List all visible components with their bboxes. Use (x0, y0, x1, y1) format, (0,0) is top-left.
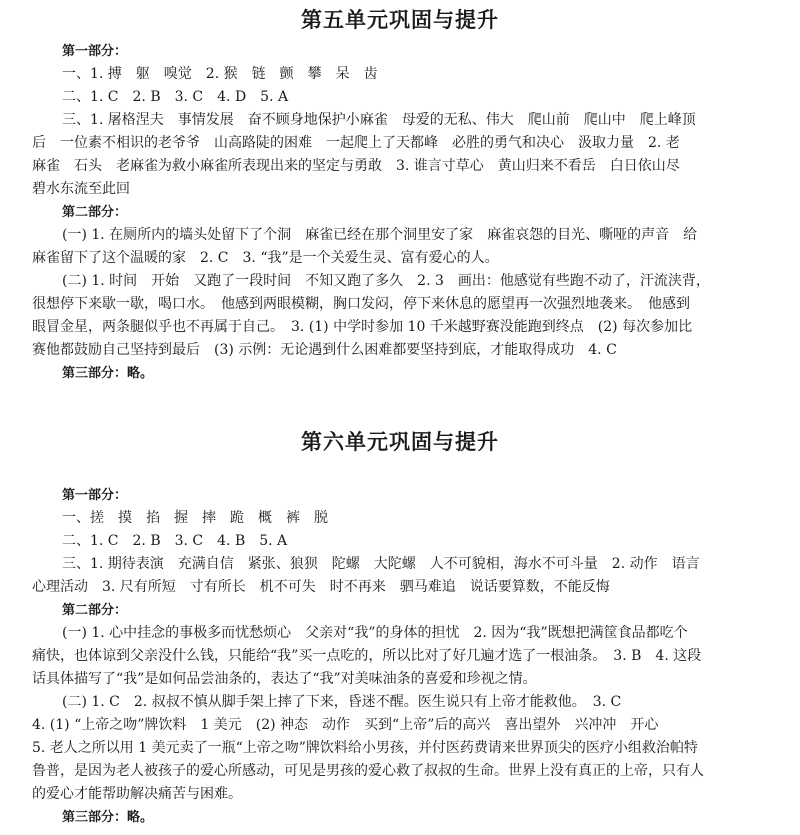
unit6-line: 的爱心才能帮助解决痛苦与困难。 (32, 786, 242, 802)
unit6-line: 话具体描写了“我”是如何品尝油条的，表达了“我”对美味油条的喜爱和珍视之情。 (32, 671, 537, 687)
unit5-line: 一、1. 搏 躯 嗅觉 2. 猴 链 颤 攀 呆 齿 (62, 66, 378, 82)
unit5-part1-heading: 第一部分： (62, 44, 128, 59)
unit5-line: 二、1. C 2. B 3. C 4. D 5. A (62, 89, 289, 105)
unit6-line: 心理活动 3. 尺有所短 寸有所长 机不可失 时不再来 驷马难追 说话要算数，不能反悔 (32, 579, 610, 595)
unit5-line: 麻雀 石头 老麻雀为救小麻雀所表现出来的坚定与勇敢 3. 谁言寸草心 黄山归来不看岳 白日依山尽 (32, 158, 680, 174)
unit6-part1-heading: 第一部分： (62, 488, 128, 503)
unit6-answers (32, 484, 762, 829)
unit5-line: 三、1. 屠格涅夫 事情发展 奋不顾身地保护小麻雀 母爱的无私、伟大 爬山前 爬山中 爬上峰顶 (62, 112, 696, 128)
unit5-line: 赛他都鼓励自己坚持到最后 (3) 示例：无论遇到什么困难都要坚持到底，才能取得成功 4. C (32, 342, 617, 358)
unit6-line: (二) 1. C 2. 叔叔不慎从脚手架上摔了下来，昏迷不醒。医生说只有上帝才能救他。 3. C (62, 694, 622, 710)
unit6-part2-heading: 第二部分： (62, 603, 128, 618)
unit6-line: 4. (1) “上帝之吻”牌饮料 1 美元 (2) 神态 动作 买到“上帝”后的高兴 喜出望外 兴冲冲 开心 (32, 717, 659, 733)
unit6-line: 5. 老人之所以用 1 美元卖了一瓶“上帝之吻”牌饮料给小男孩，并付医药费请来世界顶尖的医疗小组救治帕特 (32, 740, 698, 756)
unit6-line: 鲁普，是因为老人被孩子的爱心所感动，可见是男孩的爱心救了叔叔的生命。世界上没有真正的上帝，只有人 (32, 763, 704, 779)
unit6-part3-heading: 第三部分：略。 (62, 810, 154, 825)
unit5-line: 碧水东流至此回 (32, 181, 130, 197)
unit6-line: 二、1. C 2. B 3. C 4. B 5. A (62, 533, 288, 549)
unit5-answers (32, 40, 762, 385)
unit6-line: 痛快，也体谅到父亲没什么钱，只能给“我”买一点吃的，所以比对了好几遍才选了一根油条。 3. B 4. 这段 (32, 648, 702, 664)
unit5-line: 眼冒金星，两条腿似乎也不再属于自己。 3. (1) 中学时参加 10 千米越野赛没能跑到终点 (2) 每次参加比 (32, 319, 693, 335)
unit6-line: (一) 1. 心中挂念的事极多而忧愁烦心 父亲对“我”的身体的担忧 2. 因为“我”既想把满筐食品都吃个 (62, 625, 688, 641)
unit5-line: 后 一位素不相识的老爷爷 山高路陡的困难 一起爬上了天都峰 必胜的勇气和决心 汲取力量 2. 老 (32, 135, 680, 151)
unit6-line: 三、1. 期待表演 充满自信 紧张、狼狈 陀螺 大陀螺 人不可貌相，海水不可斗量 2. 动作 语言 (62, 556, 700, 572)
unit5-line: 很想停下来歇一歇，喝口水。 他感到两眼模糊，胸口发闷，停下来休息的愿望再一次强烈地袭来。 他感到 (32, 296, 690, 312)
unit5-part2-heading: 第二部分： (62, 205, 128, 220)
unit5-part3-heading: 第三部分：略。 (62, 366, 154, 381)
unit5-line: (一) 1. 在厕所内的墙头处留下了个洞 麻雀已经在那个洞里安了家 麻雀哀怨的目光、嘶哑的声音 给 (62, 227, 698, 243)
unit5-line: (二) 1. 时间 开始 又跑了一段时间 不知又跑了多久 2. 3 画出：他感觉有些跑不动了，汗流浃背， (62, 273, 710, 289)
unit5-line: 麻雀留下了这个温暖的家 2. C 3. “我”是一个关爱生灵、富有爱心的人。 (32, 250, 499, 266)
unit5-title: 第五单元巩固与提升 (301, 8, 499, 32)
unit6-line: 一、搓 摸 掐 握 摔 跪 概 裤 脱 (62, 510, 328, 526)
unit6-title: 第六单元巩固与提升 (301, 430, 499, 454)
